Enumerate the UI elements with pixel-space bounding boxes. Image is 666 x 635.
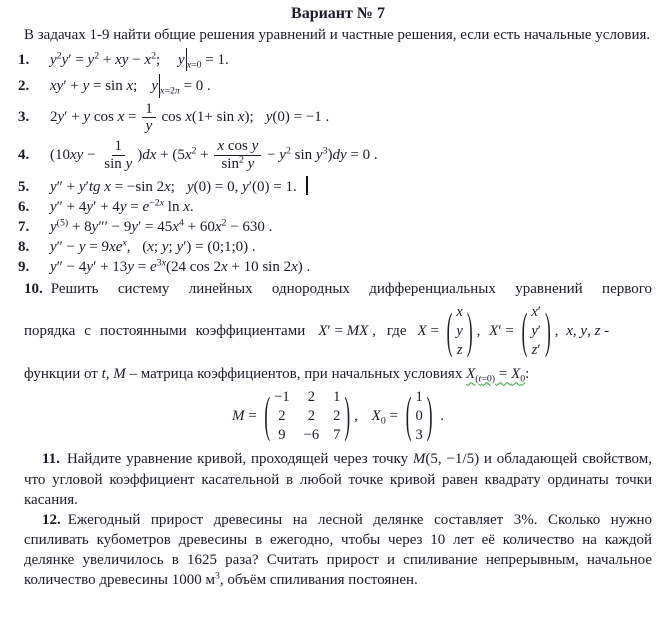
problem-formula: $y^{(5)} + 8y''' - 9y' = 45x^4 + 60x^2 - 630$ . [50,217,273,235]
problem-formula: $y'' - y = 9xe^x$, (x; y; y′) = (0;1;0) . [50,237,256,255]
matrix-paren-left: ( [264,388,271,444]
problem-9 [18,259,652,276]
spellcheck-underline: $X_{(t=0)} = X_0$ [466,365,526,385]
matrix: ( x′ y′ z′ ) [521,303,551,359]
matrix-paren-left: ( [521,303,528,359]
problem-11: 11. Найдите уравнение кривой, проходящей через точку M(5, −1/5) и обладающей свойством, что угловой коэффициент касательной в любой точке кривой равен квадрату ординаты точки касания. [24,451,653,508]
matrix: ( 1 0 3 ) [405,388,433,444]
problem-7 [18,219,652,236]
problem-number: 9. [18,258,30,275]
problem-number: 1. [18,51,30,68]
matrix-paren-right: ) [426,388,433,444]
problem-12: 12. Ежегодный прирост древесины на лесной делянке составляет 3%. Сколько нужно спиливать кубометров древесины в ежегодно, чтобы через 10 лет её количество на каждой делянке увеличилось в 1625 раза? Считать прирост и спиливание непрерывным, начальное количество древесины 1000 $м^3$, объём спиливания постоянен. [24,511,652,588]
problem-8 [18,239,652,256]
matrix-paren-left: ( [446,303,453,359]
problem-formula: (10xy − $\frac{1}{\text{sin y}}$ )$dx + (5x^2$ + $\frac{\text{x cos y}}{\sin^2 y}$ − $y^2$ $\sin y^3)dy = 0$ . [50,138,378,172]
matrix-paren-right: ) [466,303,473,359]
problem-number: 2. [18,78,30,95]
page-title: Вариант № 7 [291,5,385,22]
problem-number: 6. [18,198,30,215]
problem-10-line-3: функции от t, M – матрица коэффициентов, при начальных условиях $X_{(t=0)} = X_0$: [24,365,530,385]
matrix-paren-right: ) [344,388,351,444]
matrix: ( −1 2 1 2 2 2 9 −6 7 ) [264,388,351,444]
matrix-paren-right: ) [544,303,551,359]
problem-number: 4. [18,146,30,163]
problem-10-line-1: 10. Решить систему линейных однородных дифференциальных уравнений первого [24,280,652,297]
problem-3 [18,101,652,136]
problem-formula: $y'' + 4y' + 4y = e^{-2x}$ ln x. [50,197,194,215]
problem-formula: $y^2y' = y^2$ + xy − $x^2$; y $_{x=0}$ = 1. [50,52,229,68]
problem-formula: y″ + y′tg x = −sin 2x; y(0) = 0, y′(0) = 1. [50,179,308,195]
problem-6 [18,199,652,216]
problems-list [18,48,652,276]
problem-number: 8. [18,238,30,255]
problem-formula: $y'' - 4y' + 13y = e^{3x}(24$ cos 2x + 10 sin 2x) . [50,257,311,275]
problem-10 [24,279,652,447]
problem-number: 7. [18,218,30,235]
problem-formula: 2y′ + y cos x = $\frac{1}{y}$ cos x(1+ sin x); y(0) = −1 . [50,100,330,135]
problem-2 [18,74,652,97]
problem-4 [18,138,652,173]
problem-number: 3. [18,109,30,126]
matrix: ( x y z ) [446,303,473,359]
intro-text: В задачах 1-9 найти общие решения уравнений и частные решения, если есть начальные условия. [24,27,651,43]
problem-1 [18,48,652,71]
matrix-paren-left: ( [405,388,412,444]
matrix-equation: M = ( −1 2 1 2 2 2 9 −6 7 ) , $X_0$ = ( 1 0 3 ) . [24,386,652,447]
problem-formula: xy′ + y = sin x; y $_{x=2\pi}$ = 0 . [50,78,211,94]
problem-number: 5. [18,178,30,195]
text-cursor [306,176,308,195]
problem-10-line-2: порядка с постоянными коэффициентами X′ = MX , где X = ( x y z ) , X′ = ( x′ y′ z′ ) , x, y, z - [24,301,652,362]
problem-5 [18,176,652,196]
